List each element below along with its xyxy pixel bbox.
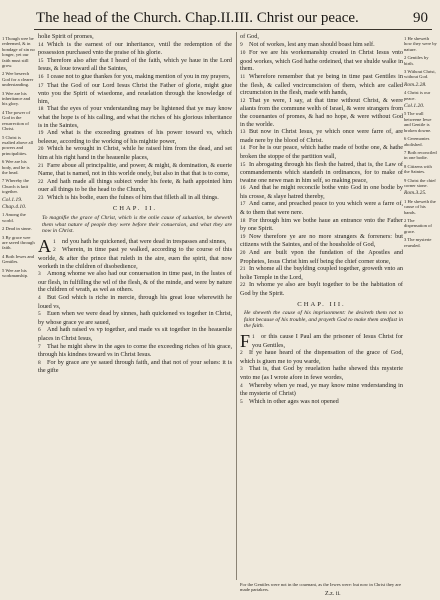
verse-number: 16 — [240, 185, 246, 192]
verse — [240, 365, 403, 381]
verse — [240, 33, 403, 41]
header-rule — [34, 29, 432, 30]
verse-text: In whome all the buylding coupled together, groweth vnto an holie Temple in the Lord, — [240, 265, 403, 281]
verse-number: 18 — [38, 106, 44, 113]
verse-text: Wherein, in time past ye walked, according to the course of this worlde, & after the prince that ruleth in the aire, euen the spirit, that now worketh in the children of disobedience, — [38, 246, 232, 270]
cross-reference: Rom.2.28. — [404, 81, 427, 88]
verse — [38, 82, 232, 106]
page-number: 90 — [413, 10, 428, 26]
margin-note: 3 Wee are his inheritance and his glory. — [2, 90, 31, 107]
verse-number: 21 — [240, 266, 246, 273]
verse — [240, 233, 403, 249]
verse — [240, 41, 403, 50]
verse-number: 1 — [53, 238, 56, 245]
verse-text: If ye haue heard of the dispensation of the grace of God, which is giuen me to you warde, — [240, 349, 403, 365]
margin-note: 5 Wee are his workmanship. — [2, 267, 29, 279]
verse-text: And hath raised vs vp together, and made vs sit together in the heauenlie places in Christ Iesus, — [38, 326, 232, 342]
verse-number: 7 — [38, 343, 41, 350]
verse-text: For through him we bothe haue an entrance vnto the Father by one Spirit. — [240, 216, 403, 233]
margin-note: 5 The wall betweene Iewe and Gentile is broken downe. — [404, 111, 432, 133]
verse-text: In whome ye also are buylt together to be the habitation of God by the Spirit. — [240, 281, 403, 297]
verse-text: Which in other ages was not opened — [249, 397, 339, 405]
verse-text: In abrogating through his flesh the hatred, that is, the Law of commandements which standeth in ordinances, for to make of twaine one newe man in him self, so making peace, — [240, 160, 403, 184]
verse — [38, 145, 232, 161]
verse-number: 10 — [240, 50, 246, 57]
margin-note: 4 Both Iewes and Gentiles. — [2, 253, 35, 265]
verse — [38, 246, 232, 270]
verse-number: 19 — [38, 130, 44, 137]
verse-number: 23 — [38, 194, 44, 201]
verse-text: That the God of our Lord Iesus Christ the Father of glorie, might giue vnto you the Spirit of wisedome, and reuelation through the knowledge of him, — [38, 81, 232, 105]
verse — [240, 398, 403, 407]
verse-number: 22 — [38, 178, 44, 185]
verse — [38, 270, 232, 294]
verse-text: nd you hath he quickened, that were dead in trespasses and sinnes, — [62, 237, 227, 245]
verse — [240, 144, 403, 160]
verse-number: 15 — [240, 161, 246, 168]
verse — [38, 105, 232, 129]
verse-text: But God which is riche in mercie, through his great loue wherewith he loued vs, — [38, 294, 232, 310]
verse — [240, 382, 403, 398]
verse — [38, 194, 232, 203]
verse-text: Not of workes, lest any man should boast him self. — [249, 40, 375, 48]
verse — [38, 41, 232, 57]
verse-text: Therefore also after that I heard of the faith, which ye haue in the Lord Iesus, & loue toward all the Saintes, — [38, 56, 232, 73]
verse-number: 18 — [240, 217, 246, 224]
verse-number: 5 — [38, 311, 41, 318]
right-text-column — [240, 33, 403, 578]
verse — [240, 265, 403, 281]
verse-text: For by grace are ye saued through faith, and that not of your selues: it is the gifte — [38, 358, 232, 375]
verse-text: Which is his bodie, euen the fulnes of him that filleth all in all things. — [47, 193, 219, 201]
verse-number: 4 — [240, 382, 243, 389]
verse-number: 14 — [240, 145, 246, 152]
chapter-argument: He sheweth the cause of his imprisonment: he desireth them not to faint because of his trouble, and prayeth God to make them stedfast in the faith. — [244, 310, 403, 330]
verse — [38, 129, 232, 145]
verse-number: 20 — [38, 146, 44, 153]
margin-note: 7 Whereby the Church is knit together. — [2, 178, 29, 195]
verse-text: And are built vpon the fundation of the Apostles and Prophetes, Iesus Christ him self being the chief corner stone, — [240, 249, 403, 265]
verse — [240, 73, 403, 97]
verse-text: That he might shew in the ages to come the exceeding riches of his grace, through his kindnes toward vs in Christ Iesus. — [38, 342, 232, 359]
margin-note: 6 Ceremonies abolished. — [404, 136, 430, 147]
verse-text: Whereby when ye read, ye may know mine vnderstanding in the mysterie of Christ) — [240, 381, 403, 398]
verse — [240, 49, 403, 73]
margin-note: 3 The mysterie reuealed. — [404, 237, 432, 248]
verse — [38, 178, 232, 194]
verse — [240, 97, 403, 128]
verse — [38, 57, 232, 73]
verse-number: 16 — [38, 73, 44, 80]
verse-text: Which is the earnest of our inheritance, vntil the redemption of the possession purchased vnto the praise of his glorie. — [38, 40, 232, 57]
footnote: For the Gentiles were not in the couenant, as the Iewes were: but now in Christ they are made partakers. — [240, 582, 401, 593]
margin-note: 5 Christ is exalted above all powers and principalities. — [2, 134, 34, 156]
verse — [38, 343, 232, 359]
verse — [38, 310, 232, 326]
verse-text: Euen when we were dead by sinnes, hath quickened vs together in Christ, by whose grace ye are saued, — [38, 310, 232, 326]
verse-number: 5 — [240, 398, 243, 405]
verse-number: 8 — [38, 359, 41, 366]
cross-reference: Col.1.20. — [404, 103, 425, 110]
verse-text: And what is the exceeding greatnes of his power toward vs, which beleeue, according to the working of his mightie power, — [38, 129, 232, 145]
verse-number: 15 — [38, 57, 44, 64]
margin-note: 4 The power of God in the resurrection of Christ. — [2, 109, 31, 132]
margin-note: 2 The dispensation of grace. — [404, 217, 432, 234]
verse-text: For we are his workemanship created in Christ Iesus vnto good workes, which God hathe ordeined, that we shulde walke in them. — [240, 49, 403, 73]
verse-text: of God, — [240, 33, 259, 40]
verse-number: 6 — [38, 327, 41, 334]
verse-text: That ye were, I say, at that time without Christ, & were aliants from the commune welth of Israel, & were strangers from the couenantes of promes, & had no hope, & were without God in the worlde. — [240, 96, 403, 128]
margin-note: 1 He sheweth how they were by nature. — [404, 36, 437, 52]
verse-number: 3 — [38, 271, 41, 278]
margin-note: 9 Christ the chief corner stone. — [404, 177, 436, 188]
verse-text: I cease not to giue thankes for you, making mention of you in my prayers, — [47, 72, 231, 80]
verse-text: Now therefore ye are no more strangers & forreners: but citizens with the Saintes, and of the housholde of God, — [240, 232, 403, 249]
margin-note: 1 Though wee be redeemed, & in bondage of sin no longer, yet our faith must still grow. — [2, 36, 35, 69]
chapter-heading: CHAP. III. — [297, 300, 346, 308]
header-title: The head of the Church. Chap.II.III. Christ our peace. — [36, 10, 359, 26]
cross-reference: Chap.4.10. — [2, 203, 27, 210]
chapter-argument: To magnifie the grace of Christ, which is the onlie cause of saluation, he sheweth them what nature of people they were before their conuersion, and what they are now in Christ. — [42, 215, 232, 235]
verse-number: 14 — [38, 41, 44, 48]
verse — [38, 294, 232, 310]
verse — [38, 162, 232, 178]
verse — [38, 326, 232, 342]
verse-text: or this cause I Paul am the prisoner of Iesus Christ for you Gentiles, — [252, 332, 403, 349]
verse — [38, 235, 232, 256]
verse-number: 17 — [38, 82, 44, 89]
margin-note: 2 Dead in sinne. — [2, 226, 32, 232]
margin-note: 4 Christ is our peace. — [404, 90, 431, 101]
margin-note: 3 By grace wee are saved through faith. — [2, 234, 35, 251]
signature-mark: Z.z. ii. — [325, 591, 341, 597]
drop-capital: A — [38, 235, 51, 256]
verse-number: 11 — [240, 73, 246, 80]
verse-text: holie Spirit of promes, — [38, 33, 94, 40]
verse — [38, 33, 232, 41]
margin-note: 2 Wee beseech God for a clearer understanding. — [2, 71, 34, 88]
verse-number: 1 — [252, 333, 255, 340]
verse — [240, 249, 403, 265]
verse — [240, 281, 403, 297]
verse-text: And came, and preached peace to you which were a farre of, & to them that were nere. — [240, 200, 403, 217]
margin-note: 6 Wee are his body, and he is the head. — [2, 159, 30, 175]
chapter-heading: CHAP. II. — [112, 205, 158, 213]
left-text-column — [38, 33, 232, 578]
verse-number: 13 — [240, 129, 246, 136]
verse — [240, 161, 403, 185]
verse-number: 21 — [38, 162, 44, 169]
verse-number: 2 — [53, 247, 56, 254]
margin-note: 8 Citizens with the Saintes. — [404, 163, 432, 175]
verse-number: 4 — [38, 295, 41, 301]
verse-number: 19 — [240, 233, 246, 240]
margin-note: 7 Both reconciled in one bodie. — [404, 149, 437, 161]
verse-number: 12 — [240, 97, 246, 104]
margin-note: 3 Without Christ, without God. — [404, 69, 436, 80]
verse — [240, 128, 403, 144]
verse-number: 22 — [240, 282, 246, 289]
drop-capital: F — [240, 330, 251, 351]
verse — [38, 359, 232, 375]
verse-number: 2 — [240, 350, 243, 357]
verse-number: 20 — [240, 250, 246, 257]
margin-note: 2 Gentiles by birth. — [404, 55, 429, 66]
verse-text: And hath made all things subiect vnder his feete, & hath appointed him ouer all things to be the head to the Church, — [38, 177, 232, 194]
verse — [240, 349, 403, 365]
column-rule — [236, 32, 237, 580]
verse-text: Wherefore remember that ye being in time past Gentiles in the flesh, & called vncircumcision of them, which are called circumcision in the flesh, made with hands, — [240, 72, 403, 97]
margin-note: 1 Among the world. — [2, 212, 26, 223]
verse-text: Among whome we also had our conuersation in time past, in the lustes of our flesh, in fulfilling the wil of the flesh, & of the minde, and were by nature the children of wrath, as wel as others. — [38, 270, 232, 294]
verse-text: That is, that God by reuelation hathe shewed this mysterie vnto me (as I wrote afore in fewe wordes, — [240, 365, 403, 381]
verse-text: For he is our peace, which hathe made of bothe one, & hathe broken the stoppe of the partition wall, — [240, 144, 403, 160]
verse-text: That the eyes of your vnderstanding may be lightened that ye may know what the hope is of his calling, and what the riches of his glorious inheritance is in the Saintes, — [38, 105, 232, 129]
verse-text: And that he might reconcile bothe vnto God in one bodie by his crosse, & slaye hatred thereby, — [240, 184, 403, 200]
running-header — [36, 7, 432, 29]
verse — [240, 184, 403, 200]
verse — [240, 200, 403, 216]
verse-text: But now in Christ Iesus, ye which once were farre of, are made nere by the blood of Christ. — [240, 128, 403, 144]
verse — [38, 73, 232, 82]
verse-number: 3 — [240, 366, 243, 373]
verse-text: Which he wrought in Christ, while he raised him from the dead, and set him at his right hand in the heauenlie places, — [38, 145, 232, 161]
verse-number: 17 — [240, 201, 246, 208]
cross-reference: Col.1.19. — [2, 196, 23, 203]
margin-note: 1 He sheweth the cause of his bands. — [404, 198, 436, 215]
left-margin-notes — [2, 36, 35, 581]
verse — [240, 217, 403, 233]
right-margin-notes — [404, 36, 438, 581]
verse-number: 9 — [240, 41, 243, 48]
verse-text: Farre aboue all principalitie, and power, & might, & domination, & euerie Name, that is named, not in this worlde onely, but also in that that is to come, — [38, 161, 232, 178]
cross-reference: Rom.3.25. — [404, 190, 427, 197]
verse — [240, 330, 403, 351]
